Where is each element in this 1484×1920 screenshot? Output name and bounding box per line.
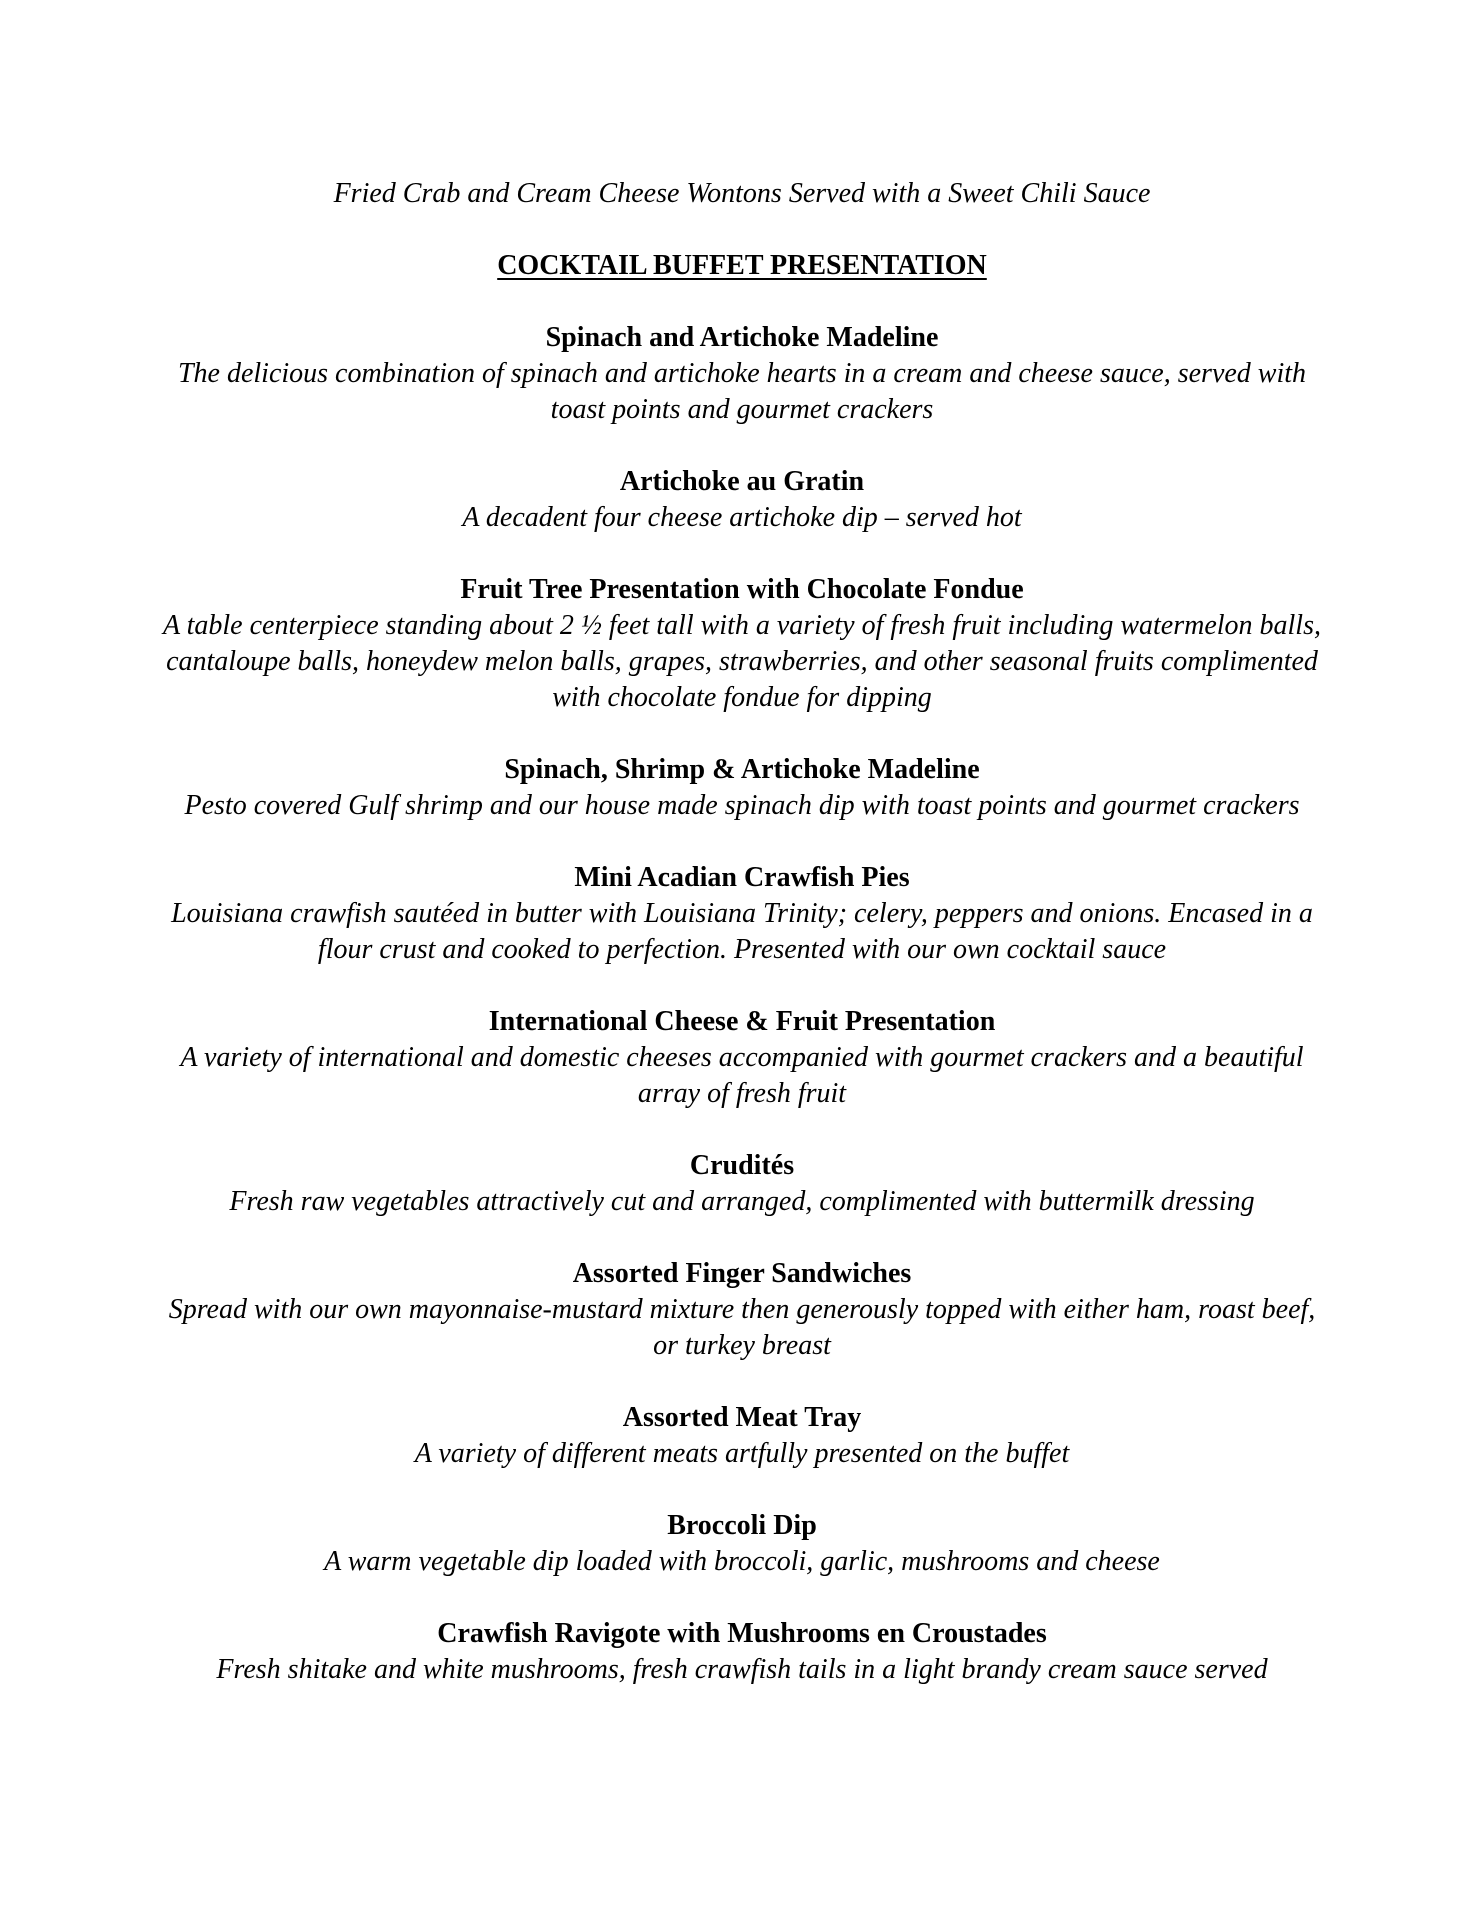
item-description: A variety of international and domestic cheeses accompanied with gourmet crackers and a beautiful array of fresh fruit — [180, 1042, 1304, 1109]
item-description: Spread with our own mayonnaise-mustard mixture then generously topped with either ham, roast beef, or turkey breast — [168, 1294, 1316, 1361]
menu-item — [162, 1400, 1322, 1472]
menu-item — [162, 320, 1322, 428]
menu-item — [162, 1148, 1322, 1220]
item-name: Artichoke au Gratin — [619, 466, 865, 497]
item-description: The delicious combination of spinach and artichoke hearts in a cream and cheese sauce, served with toast points and gourmet crackers — [177, 358, 1307, 425]
menu-item — [162, 572, 1322, 716]
menu-item — [162, 1616, 1322, 1688]
item-description: Louisiana crawfish sautéed in butter with Louisiana Trinity; celery, peppers and onions. Encased in a flour crust and cooked to perfection. Presented with our own cocktail sauce — [171, 898, 1313, 965]
item-description: Pesto covered Gulf shrimp and our house made spinach dip with toast points and gourmet crackers — [184, 790, 1300, 821]
item-name: Assorted Finger Sandwiches — [572, 1258, 912, 1289]
intro-line: Fried Crab and Cream Cheese Wontons Served with a Sweet Chili Sauce — [333, 178, 1151, 209]
item-name: Mini Acadian Crawfish Pies — [574, 862, 910, 893]
menu-item — [162, 1256, 1322, 1364]
item-description: A decadent four cheese artichoke dip – served hot — [462, 502, 1022, 533]
section-title: COCKTAIL BUFFET PRESENTATION — [497, 250, 987, 281]
item-name: International Cheese & Fruit Presentation — [488, 1006, 996, 1037]
item-description: Fresh shitake and white mushrooms, fresh crawfish tails in a light brandy cream sauce served — [216, 1654, 1268, 1685]
menu-item — [162, 1004, 1322, 1112]
menu-item — [162, 1508, 1322, 1580]
item-name: Fruit Tree Presentation with Chocolate Fondue — [460, 574, 1024, 605]
item-description: A warm vegetable dip loaded with broccoli, garlic, mushrooms and cheese — [324, 1546, 1160, 1577]
item-description: Fresh raw vegetables attractively cut and arranged, complimented with buttermilk dressing — [229, 1186, 1255, 1217]
menu-list — [162, 320, 1322, 1724]
menu-item — [162, 860, 1322, 968]
item-description: A variety of different meats artfully presented on the buffet — [414, 1438, 1070, 1469]
item-name: Crudités — [689, 1150, 795, 1181]
item-name: Spinach, Shrimp & Artichoke Madeline — [504, 754, 980, 785]
item-name: Assorted Meat Tray — [622, 1402, 862, 1433]
item-name: Spinach and Artichoke Madeline — [545, 322, 939, 353]
item-name: Crawfish Ravigote with Mushrooms en Croustades — [437, 1618, 1047, 1649]
item-description: A table centerpiece standing about 2 ½ feet tall with a variety of fresh fruit including watermelon balls, cantaloupe balls, honeydew melon balls, grapes, strawberries, and other seasonal fruits complimented with chocolate fondue for dipping — [163, 610, 1321, 713]
menu-item — [162, 464, 1322, 536]
item-name: Broccoli Dip — [667, 1510, 817, 1541]
menu-item — [162, 752, 1322, 824]
